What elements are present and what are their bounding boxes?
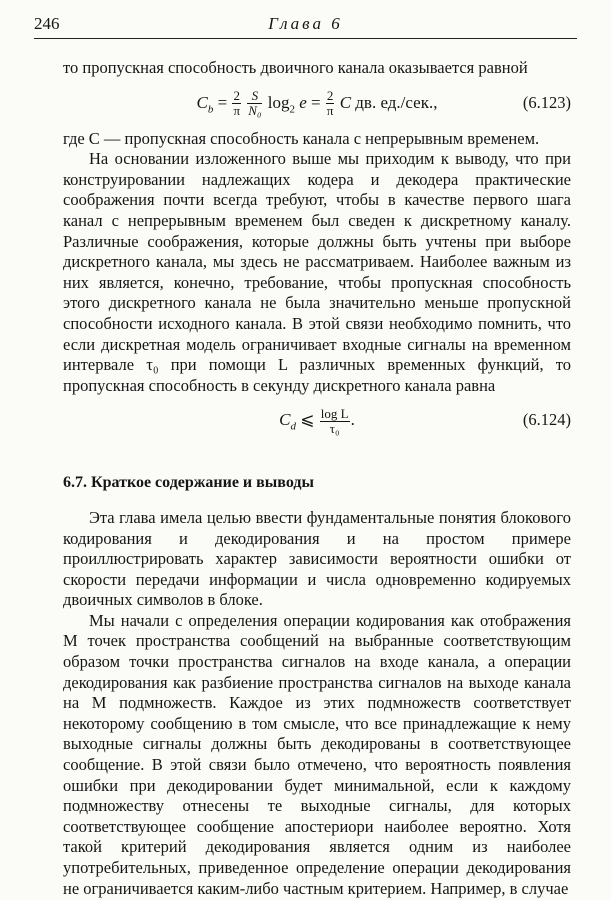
paragraph-5: Мы начали с определения операции кодирования как отображения M точек пространства сообщений на выбранные соответствующим образом точки пространства сигналов на входе канала, а операции декодирования как разбиение пространства сигналов на выходе канала на M подмножеств. Каждое из этих подмножеств соответствует некоторому сообщению в том смысле, что все принадлежащие к нему выходные сигналы должны быть декодированы в соответствующее сообщение. В этой связи было отмечено, что вероятность появления ошибки при декодировании будет минимальной, если к каждому подмножеству отнесены те выходные сигналы, для которых соответствующее сообщение апостериори наиболее вероятно. Хотя такой критерий декодирования является одним из наиболее употребительных, приведенное определение операции декодирования не ограничивается каким-либо частным критерием. Например, в случае (63, 610, 571, 898)
equation-number-6-123: (6.123) (522, 92, 571, 112)
eq124-lhs-sub: d (290, 420, 297, 433)
eq124-lhs: C (279, 410, 291, 430)
section-title: Краткое содержание и выводы (91, 474, 314, 492)
body-text (63, 58, 571, 899)
eq124-end: . (350, 410, 355, 430)
chapter-title: Глава 6 (268, 14, 343, 33)
section-number: 6.7. (63, 474, 87, 492)
paragraph-4: Эта глава имела целью ввести фундаментальные понятия блокового кодирования и декодирования и на простом примере проиллюстрировать характер зависимости вероятности ошибки от скорости передачи информации и числа одновременно кодируемых двоичных символов в блоке. (63, 507, 571, 610)
eq123-frac1-den: π (233, 103, 241, 119)
eq123-frac1-num: 2 (233, 88, 240, 104)
eq124-fraction (320, 407, 350, 436)
equation-6-123 (63, 80, 571, 126)
page-number: 246 (34, 14, 60, 33)
eq124-frac-num: log L (320, 405, 349, 421)
eq123-frac2-num: S (247, 89, 262, 104)
paragraph-3: На основании изложенного выше мы приходим к выводу, что при конструировании надлежащих кодера и декодера практические соображения почти всегда требуют, чтобы в качестве первого шага канал с непрерывным временем был сведен к дискретному каналу. Различные соображения, которые должны быть учтены при выборе дискретного канала, мы здесь не рассматриваем. Наиболее важным из них является, конечно, требование, чтобы пропускная способность этого дискретного канала не была значительно меньше пропускной способности исходного канала. В этой связи необходимо помнить, что если дискретная модель ограничивает входные сигналы на временном интервале τ₀ при помощи L различных временных функций, то пропускная способность в секунду дискретного канала равна (63, 149, 571, 395)
paragraph-2: где C — пропускная способность канала с непрерывным временем. (63, 128, 540, 148)
equation-6-123-body (63, 80, 571, 132)
eq123-fraction-3 (326, 89, 335, 118)
equation-6-124 (63, 397, 571, 443)
section-heading (63, 473, 571, 494)
eq123-fraction-2 (247, 89, 262, 118)
eq123-frac3-num: 2 (326, 88, 334, 104)
eq123-frac2-den: N₀ (248, 103, 262, 119)
eq123-lhs: C (196, 92, 208, 112)
eq123-frac3-den: π (326, 103, 334, 119)
paragraph-1: то пропускная способность двоичного канала оказывается равной (63, 58, 528, 77)
equation-number-6-124: (6.124) (522, 410, 571, 430)
running-head (34, 14, 577, 34)
eq123-units: дв. ед./сек., (355, 92, 438, 112)
eq123-log: log (267, 92, 290, 112)
eq123-fraction-1 (232, 89, 241, 118)
eq123-equals-2: = (311, 92, 321, 112)
eq123-equals-1: = (217, 92, 228, 112)
eq123-lhs-sub: b (207, 102, 214, 115)
equation-6-124-body (63, 397, 571, 449)
eq124-relation: ⩽ (300, 410, 315, 430)
eq123-log-arg: e (299, 92, 307, 112)
eq123-rhs-var: C (339, 92, 352, 112)
header-rule (34, 38, 577, 39)
eq123-log-sub: 2 (289, 102, 295, 115)
eq124-frac-den: τ₀ (329, 420, 340, 436)
